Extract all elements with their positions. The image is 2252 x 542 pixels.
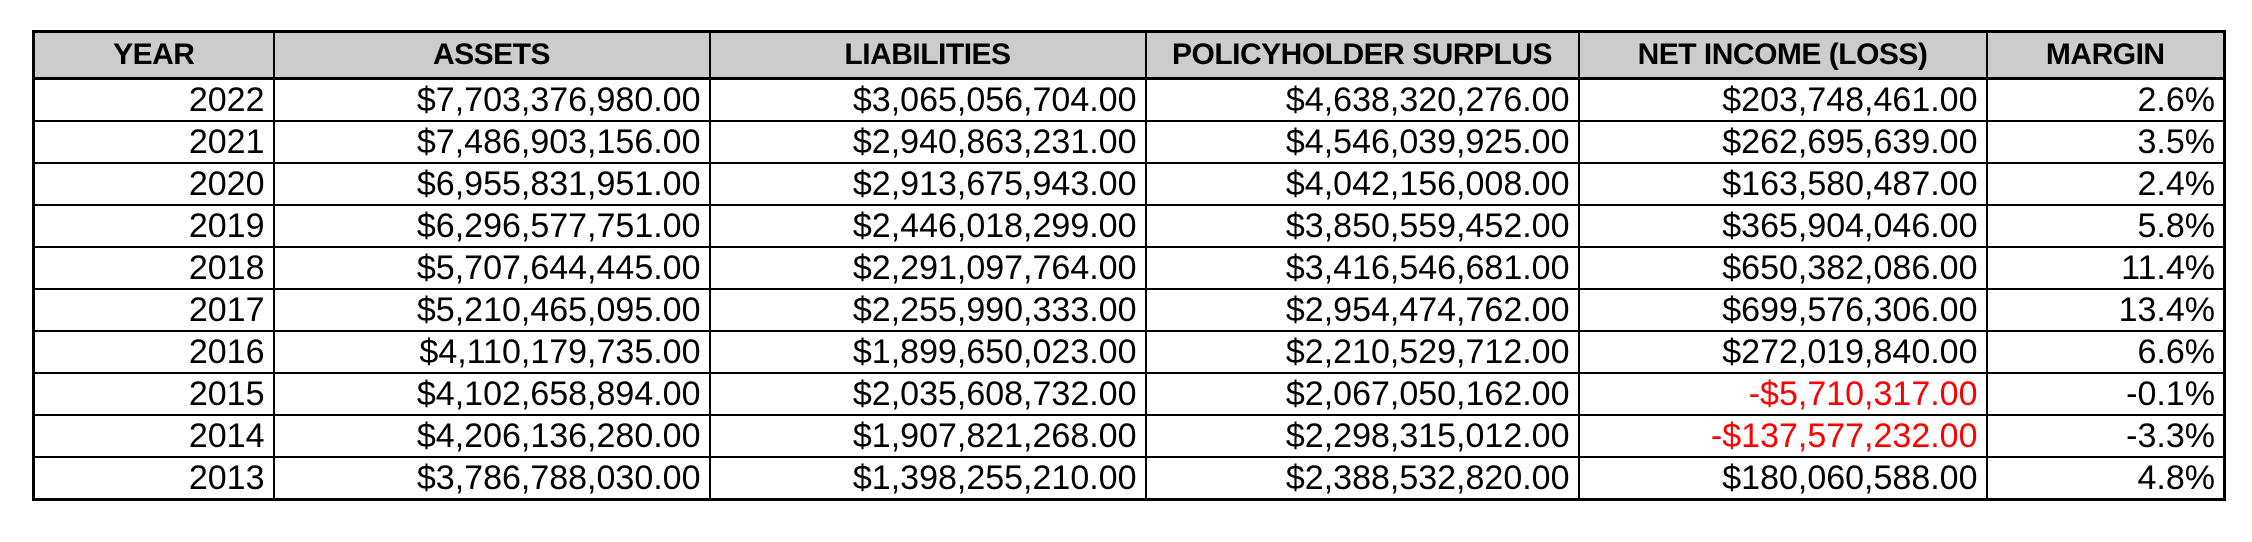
cell-liabilities: $2,446,018,299.00	[710, 205, 1146, 247]
cell-margin: 2.4%	[1987, 163, 2225, 205]
cell-net-income: $163,580,487.00	[1579, 163, 1987, 205]
table-row	[34, 289, 2225, 331]
cell-policyholder-surplus: $2,388,532,820.00	[1146, 457, 1579, 500]
cell-liabilities: $2,035,608,732.00	[710, 373, 1146, 415]
cell-liabilities: $1,899,650,023.00	[710, 331, 1146, 373]
cell-year: 2020	[34, 163, 274, 205]
cell-net-income: $262,695,639.00	[1579, 121, 1987, 163]
cell-liabilities: $3,065,056,704.00	[710, 79, 1146, 122]
cell-liabilities: $1,907,821,268.00	[710, 415, 1146, 457]
table-row	[34, 247, 2225, 289]
header-liabilities: LIABILITIES	[710, 32, 1146, 79]
cell-margin: 5.8%	[1987, 205, 2225, 247]
cell-margin: 4.8%	[1987, 457, 2225, 500]
cell-year: 2018	[34, 247, 274, 289]
cell-net-income: -$137,577,232.00	[1579, 415, 1987, 457]
cell-net-income: $180,060,588.00	[1579, 457, 1987, 500]
cell-liabilities: $2,255,990,333.00	[710, 289, 1146, 331]
cell-assets: $6,955,831,951.00	[274, 163, 710, 205]
cell-margin: 13.4%	[1987, 289, 2225, 331]
cell-assets: $4,206,136,280.00	[274, 415, 710, 457]
cell-year: 2014	[34, 415, 274, 457]
cell-liabilities: $2,291,097,764.00	[710, 247, 1146, 289]
cell-net-income: $650,382,086.00	[1579, 247, 1987, 289]
cell-assets: $3,786,788,030.00	[274, 457, 710, 500]
cell-net-income: $203,748,461.00	[1579, 79, 1987, 122]
cell-assets: $5,210,465,095.00	[274, 289, 710, 331]
header-policyholder-surplus: POLICYHOLDER SURPLUS	[1146, 32, 1579, 79]
cell-year: 2015	[34, 373, 274, 415]
table-row	[34, 373, 2225, 415]
cell-year: 2022	[34, 79, 274, 122]
cell-liabilities: $2,940,863,231.00	[710, 121, 1146, 163]
cell-year: 2013	[34, 457, 274, 500]
table-row	[34, 163, 2225, 205]
cell-assets: $4,110,179,735.00	[274, 331, 710, 373]
cell-net-income: $699,576,306.00	[1579, 289, 1987, 331]
header-net-income: NET INCOME (LOSS)	[1579, 32, 1987, 79]
cell-margin: 6.6%	[1987, 331, 2225, 373]
cell-liabilities: $2,913,675,943.00	[710, 163, 1146, 205]
cell-assets: $6,296,577,751.00	[274, 205, 710, 247]
cell-margin: 3.5%	[1987, 121, 2225, 163]
cell-year: 2017	[34, 289, 274, 331]
cell-assets: $5,707,644,445.00	[274, 247, 710, 289]
cell-net-income: $272,019,840.00	[1579, 331, 1987, 373]
table-row	[34, 457, 2225, 500]
cell-policyholder-surplus: $4,546,039,925.00	[1146, 121, 1579, 163]
cell-assets: $7,486,903,156.00	[274, 121, 710, 163]
cell-policyholder-surplus: $2,067,050,162.00	[1146, 373, 1579, 415]
cell-policyholder-surplus: $2,298,315,012.00	[1146, 415, 1579, 457]
cell-policyholder-surplus: $3,416,546,681.00	[1146, 247, 1579, 289]
table-row	[34, 79, 2225, 122]
cell-year: 2021	[34, 121, 274, 163]
table-row	[34, 205, 2225, 247]
cell-policyholder-surplus: $3,850,559,452.00	[1146, 205, 1579, 247]
cell-net-income: $365,904,046.00	[1579, 205, 1987, 247]
financial-summary-table	[32, 30, 2226, 501]
cell-margin: -3.3%	[1987, 415, 2225, 457]
header-assets: ASSETS	[274, 32, 710, 79]
cell-net-income: -$5,710,317.00	[1579, 373, 1987, 415]
cell-policyholder-surplus: $4,042,156,008.00	[1146, 163, 1579, 205]
table-row	[34, 415, 2225, 457]
cell-year: 2016	[34, 331, 274, 373]
cell-assets: $4,102,658,894.00	[274, 373, 710, 415]
cell-liabilities: $1,398,255,210.00	[710, 457, 1146, 500]
cell-year: 2019	[34, 205, 274, 247]
table-row	[34, 331, 2225, 373]
cell-margin: 2.6%	[1987, 79, 2225, 122]
cell-margin: 11.4%	[1987, 247, 2225, 289]
cell-policyholder-surplus: $4,638,320,276.00	[1146, 79, 1579, 122]
cell-margin: -0.1%	[1987, 373, 2225, 415]
header-margin: MARGIN	[1987, 32, 2225, 79]
table-row	[34, 121, 2225, 163]
header-row	[34, 32, 2225, 79]
cell-policyholder-surplus: $2,954,474,762.00	[1146, 289, 1579, 331]
cell-assets: $7,703,376,980.00	[274, 79, 710, 122]
cell-policyholder-surplus: $2,210,529,712.00	[1146, 331, 1579, 373]
header-year: YEAR	[34, 32, 274, 79]
